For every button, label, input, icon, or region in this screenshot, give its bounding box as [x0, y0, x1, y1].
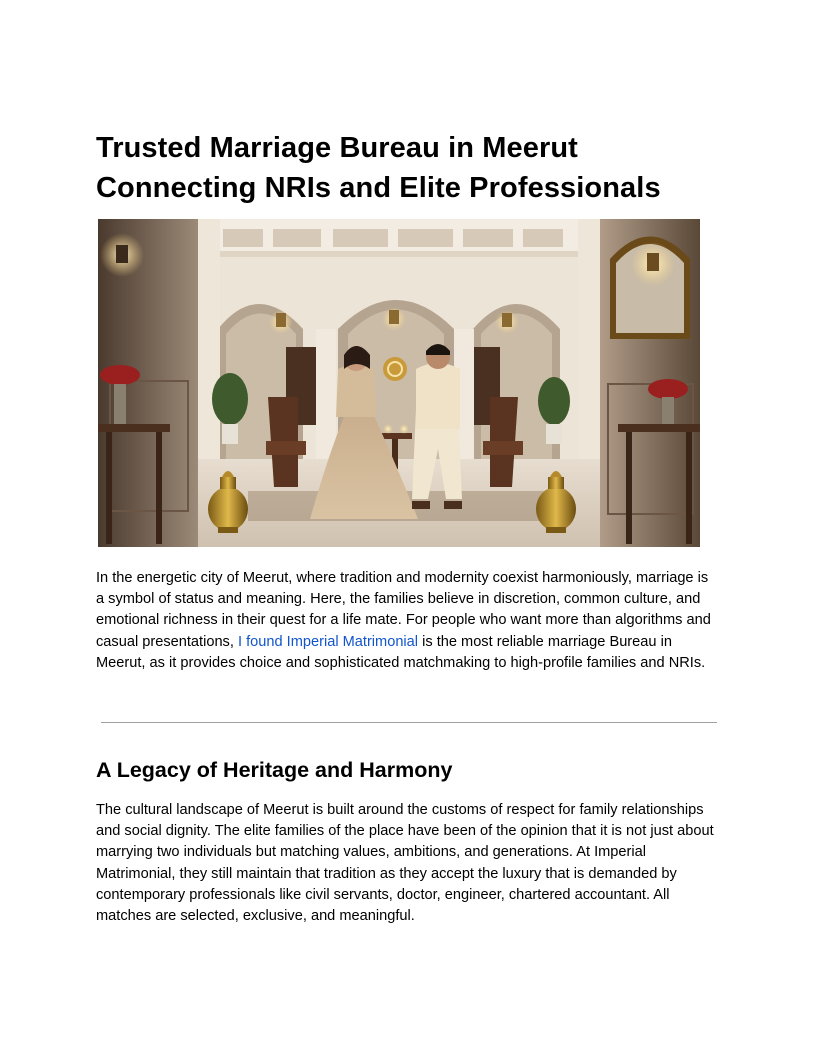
intro-text-after-link: is the most reliable marriage Bureau in Meerut, as it provides choice and sophisticated matchmaking to high-profile families and NRIs.	[96, 633, 706, 671]
section-body-legacy: The cultural landscape of Meerut is built around the customs of respect for family relationships and social dignity. The elite families of the place have been of the opinion that it is not just about marrying two individuals but matching values, ambitions, and generations. At Imperial Matrimonial, they still maintain that tradition as they accept the luxury that is demanded by contemporary professionals like civil servants, doctor, engineer, chartered accountant. All matches are selected, exclusive, and meaningful.	[96, 802, 714, 925]
page-title	[96, 128, 716, 208]
intro-paragraph	[96, 568, 720, 674]
section-heading-legacy: A Legacy of Heritage and Harmony	[96, 758, 453, 782]
page-title-line-1: Trusted Marriage Bureau in Meerut	[96, 132, 578, 164]
hero-image-couple-in-palace-courtyard	[98, 219, 700, 547]
horizontal-divider	[101, 722, 717, 723]
page-title-line-2: Connecting NRIs and Elite Professionals	[96, 172, 661, 204]
intro-text-before-link: In the energetic city of Meerut, where tradition and modernity coexist harmoniously, marriage is a symbol of status and meaning. Here, the families believe in discretion, common culture, and emotional richness in their quest for a life mate. For people who want more than algorithms and casual presentations,	[96, 570, 711, 650]
imperial-matrimonial-link[interactable]: I found Imperial Matrimonial	[237, 633, 419, 650]
